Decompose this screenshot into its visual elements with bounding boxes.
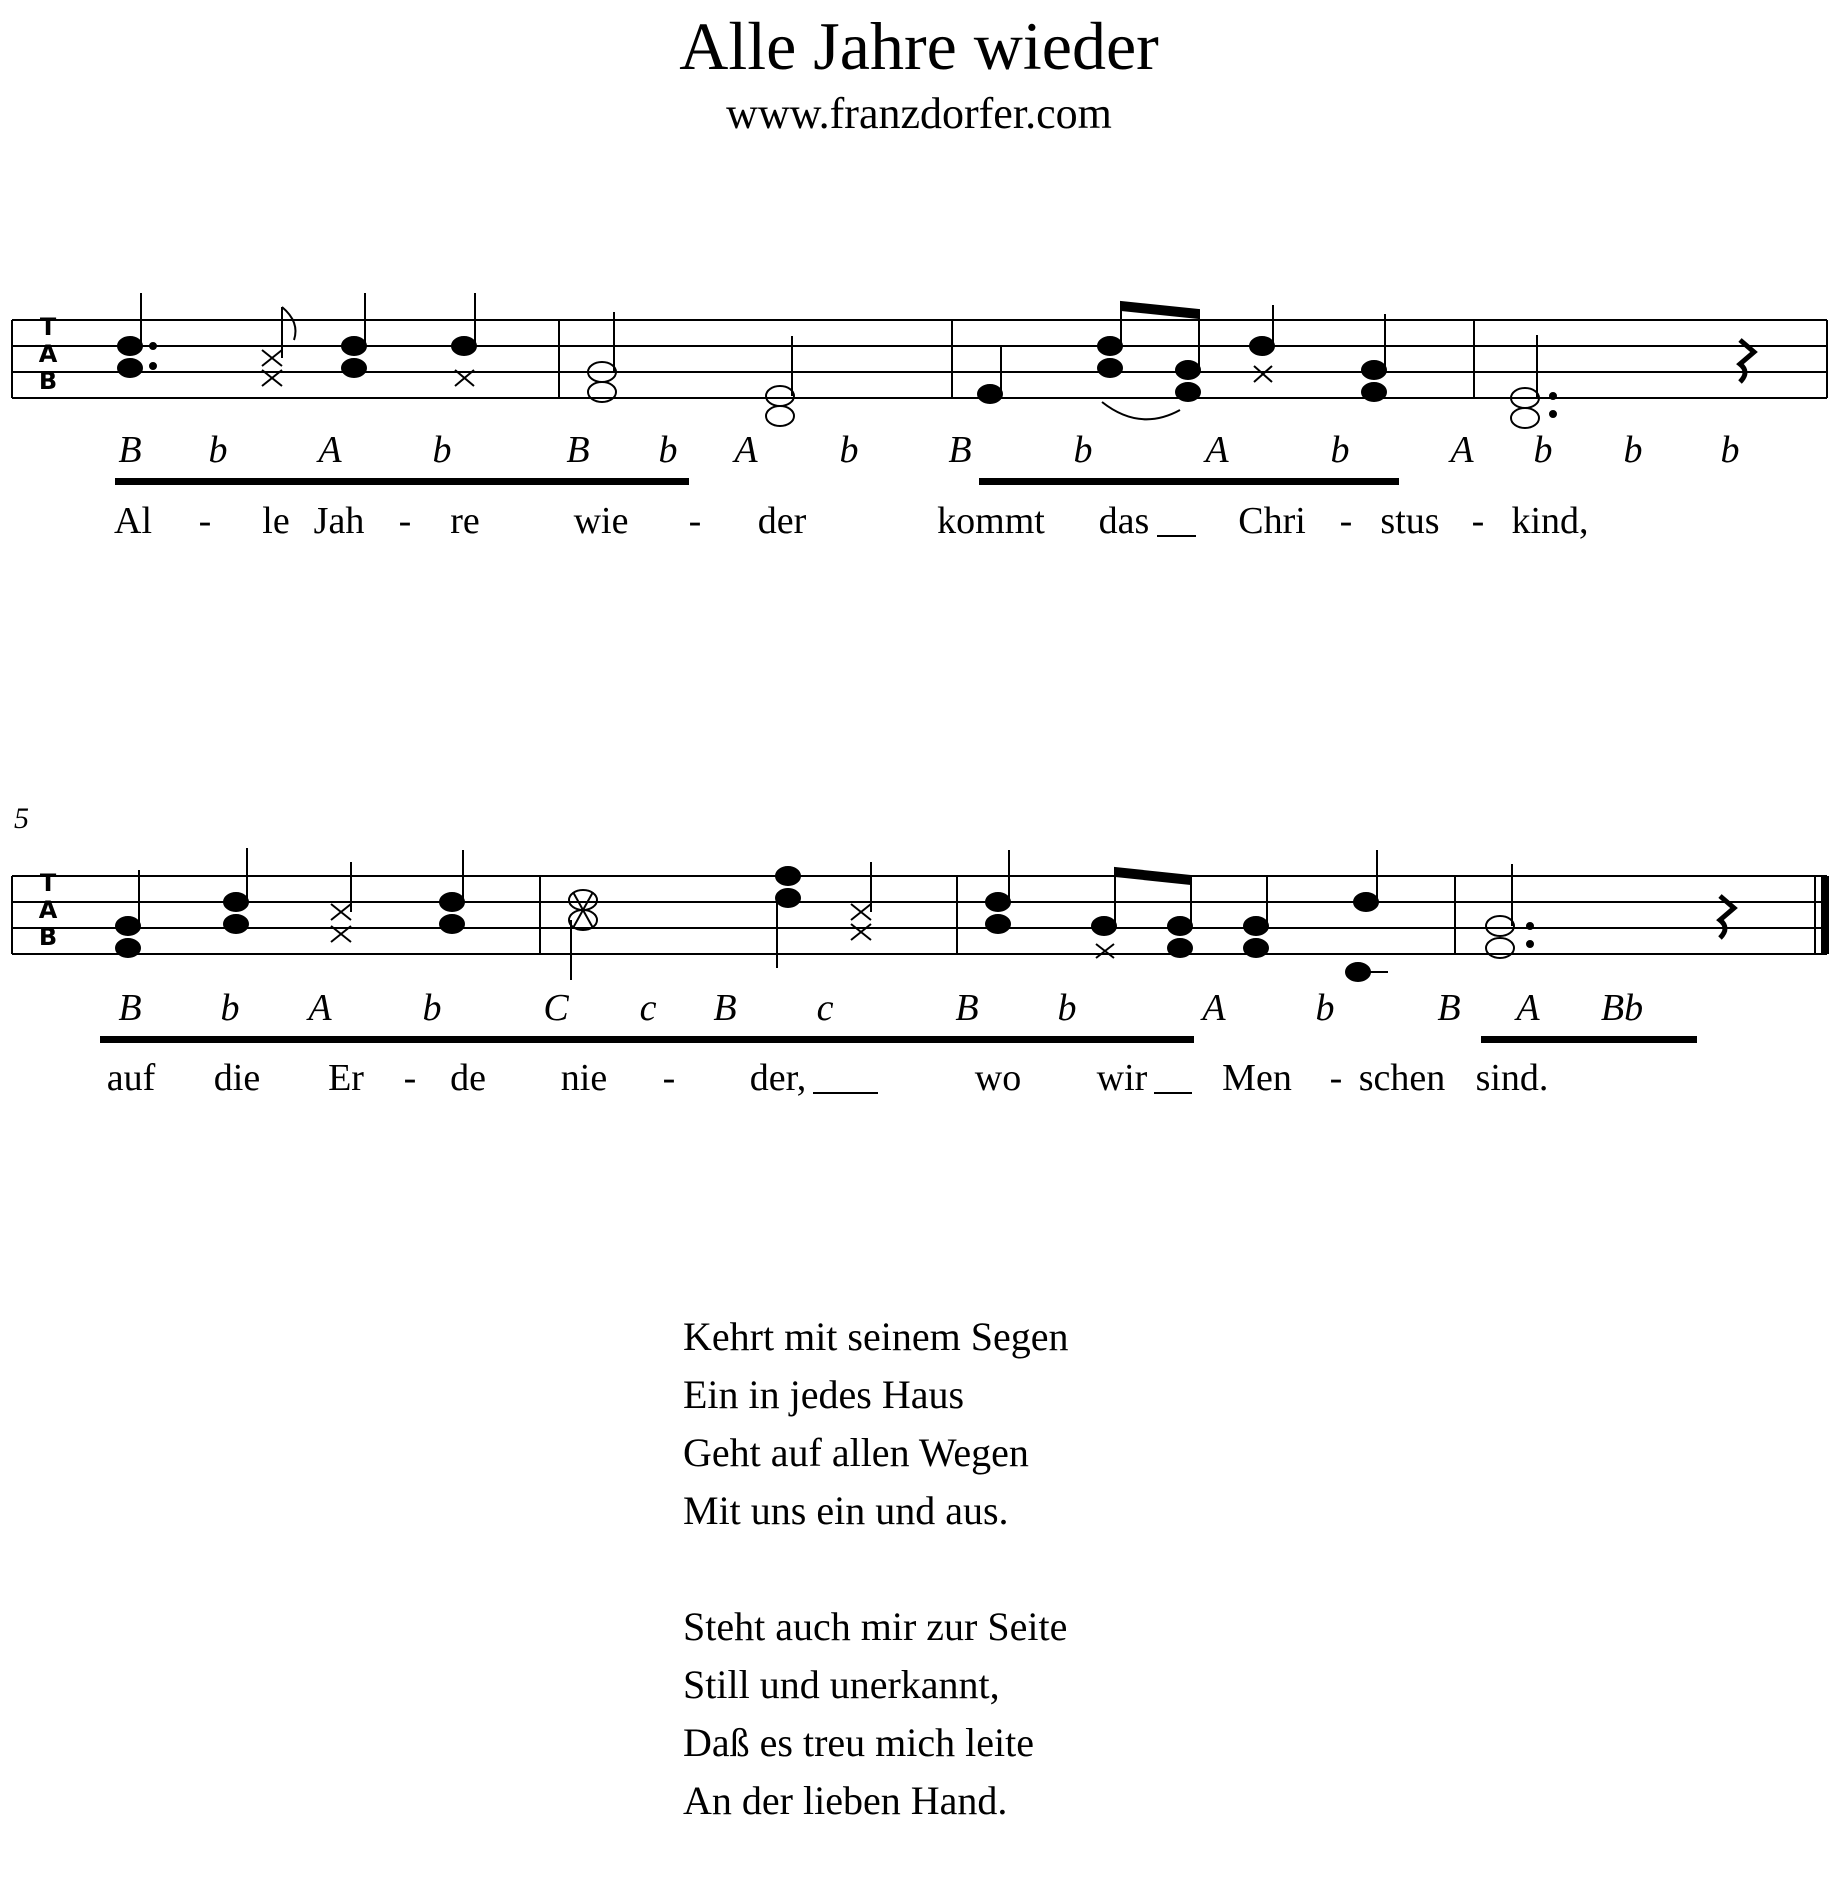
notes-measure-4 [1511, 335, 1754, 428]
tab-clef-t: T [39, 869, 57, 897]
bellows-letter: b [1315, 987, 1335, 1029]
staff-system-1 [12, 293, 1827, 542]
lyric-syllable: auf [106, 1057, 156, 1099]
bellows-letter: A [734, 429, 758, 471]
bellows-letter: B [1437, 987, 1461, 1029]
bellows-letter: b [432, 429, 452, 471]
lyric-syllable: - [688, 500, 702, 542]
bellows-letter: b [839, 429, 859, 471]
notes-measure-2 [588, 312, 794, 426]
lyric-syllable: der, [749, 1057, 807, 1099]
bellows-letter: B [566, 429, 590, 471]
bellows-letter: b [208, 429, 228, 471]
lyric-syllable: Er [328, 1057, 364, 1099]
measure-number: 5 [14, 802, 29, 835]
lyric-syllable: kommt [937, 500, 1045, 542]
notes-measure-7 [986, 850, 1388, 981]
bellows-lines [100, 1036, 1697, 1043]
verse-2 [683, 1308, 1068, 1540]
bellows-letter: A [318, 429, 342, 471]
tab-clef-b: B [38, 923, 58, 951]
lyric-syllable: wie [573, 500, 629, 542]
lyric-syllable: - [1329, 1057, 1343, 1099]
bellows-letter: Bb [1600, 987, 1644, 1029]
lyric-syllable: stus [1380, 500, 1440, 542]
bellows-letter: b [1533, 429, 1553, 471]
lyric-syllable: sind. [1475, 1057, 1549, 1099]
song-title: Alle Jahre wieder [679, 8, 1159, 84]
lyrics-line [114, 500, 1589, 542]
staff-system-2 [12, 802, 1827, 1099]
additional-verses [683, 1308, 1068, 1888]
barlines [12, 320, 1827, 398]
verse-line: Daß es treu mich leite [683, 1720, 1034, 1765]
bellows-letter: A [308, 987, 332, 1029]
lyric-syllable: das [1098, 500, 1150, 542]
lyric-syllable: Men [1222, 1057, 1292, 1099]
tab-clef-t: T [39, 313, 57, 341]
lyric-syllable: - [403, 1057, 417, 1099]
lyric-syllable: de [450, 1057, 486, 1099]
bellows-letter: b [1057, 987, 1077, 1029]
verse-line: Kehrt mit seinem Segen [683, 1314, 1069, 1359]
lyric-syllable: - [1471, 500, 1485, 542]
bellows-letter: b [220, 987, 240, 1029]
lyric-syllable: - [198, 500, 212, 542]
lyric-syllable: kind, [1511, 500, 1589, 542]
bellows-letter: b [1073, 429, 1093, 471]
verse-line: Mit uns ein und aus. [683, 1488, 1009, 1533]
bellows-letter: b [1330, 429, 1350, 471]
tab-clef [39, 869, 58, 951]
website-url: www.franzdorfer.com [726, 89, 1112, 138]
lyric-syllable: Jah [313, 500, 365, 542]
lyric-syllable: die [213, 1057, 261, 1099]
bellows-letter: B [948, 429, 972, 471]
verse-line: An der lieben Hand. [683, 1778, 1008, 1823]
bellows-letter: c [816, 987, 834, 1029]
bellows-letters [118, 987, 1643, 1029]
lyric-syllable: wo [974, 1057, 1022, 1099]
lyric-syllable: Al [114, 500, 152, 542]
bellows-letter: A [1450, 429, 1474, 471]
bellows-letter: B [118, 429, 142, 471]
bellows-letter: c [639, 987, 657, 1029]
bellows-letters [118, 429, 1739, 471]
bellows-letter: A [1202, 987, 1226, 1029]
verse-line: Still und unerkannt, [683, 1662, 1000, 1707]
bellows-letter: C [543, 987, 569, 1029]
lyric-syllable: - [1339, 500, 1353, 542]
lyric-syllable: le [262, 500, 290, 542]
bellows-letter: b [658, 429, 678, 471]
lyric-syllable: wir [1096, 1057, 1148, 1099]
barlines [12, 876, 1825, 954]
lyric-syllable: - [662, 1057, 676, 1099]
verse-line: Steht auch mir zur Seite [683, 1604, 1068, 1649]
notes-measure-8 [1486, 864, 1734, 958]
verse-line: Geht auf allen Wegen [683, 1430, 1029, 1475]
bellows-letter: b [1623, 429, 1643, 471]
bellows-letter: B [713, 987, 737, 1029]
staff-lines [12, 876, 1827, 954]
bellows-letter: b [422, 987, 442, 1029]
verse-3 [683, 1598, 1068, 1830]
lyric-syllable: der [757, 500, 807, 542]
tab-clef-b: B [38, 367, 58, 395]
bellows-lines [115, 478, 1399, 485]
bellows-letter: B [118, 987, 142, 1029]
lyric-syllable: Chri [1238, 500, 1306, 542]
tab-clef-a: A [38, 340, 58, 368]
staff-lines [12, 320, 1827, 398]
lyric-syllable: schen [1358, 1057, 1446, 1099]
notes-measure-6 [569, 862, 871, 980]
lyric-syllable: - [398, 500, 412, 542]
tab-clef [39, 313, 58, 395]
bellows-letter: A [1516, 987, 1540, 1029]
bellows-letter: A [1205, 429, 1229, 471]
bellows-letter: B [955, 987, 979, 1029]
verse-line: Ein in jedes Haus [683, 1372, 965, 1417]
tab-clef-a: A [38, 896, 58, 924]
bellows-letter: b [1720, 429, 1740, 471]
lyric-syllable: nie [560, 1057, 608, 1099]
lyric-syllable: re [450, 500, 480, 542]
